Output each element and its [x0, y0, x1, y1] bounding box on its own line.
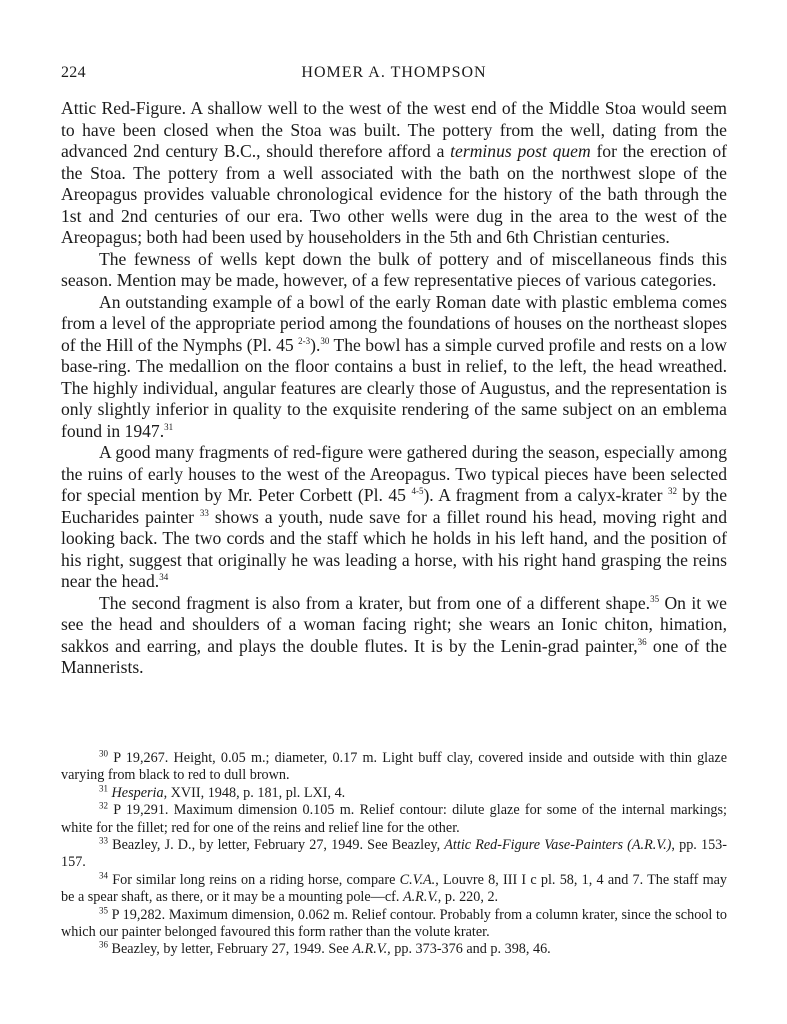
text-run: P 19,282. Maximum dimension, 0.062 m. Relief contour. Probably from a column krater, since the school to which our painter belonged favoured this form rather than the volute krater. [61, 906, 727, 941]
footnote-ref: 36 [99, 939, 108, 950]
paragraph [61, 249, 727, 292]
text-run: The fewness of wells kept down the bulk of pottery and of miscellaneous finds this season. Mention may be made, however, of a few representative pieces of various categories. [61, 248, 727, 290]
page [61, 60, 728, 958]
text-run: The bowl has a simple curved profile and rests on a low base-ring. The medallion on the floor contains a bust in relief, to the left, the head wreathed. The highly individual, angular features are clearly those of Augustus, and the representation is only slightly inferior in quality to the exquisite rendering of the same subject on an emblema found in 1947. [61, 334, 727, 441]
text-run: P 19,267. Height, 0.05 m.; diameter, 0.17 m. Light buff clay, covered inside and outside with thin glaze varying from black to red to dull brown. [61, 750, 727, 784]
text-run: shows a youth, nude save for a fillet round his head, moving right and looking back. The two cords and the staff which he holds in his left hand, and the position of his right, suggest that originally he was leading a horse, with his right hand grasping the reins near the head. [61, 506, 727, 591]
footnote [61, 750, 727, 785]
footnote-ref: 32 [99, 800, 108, 811]
footnote-ref: 32 [667, 486, 677, 497]
text-run: , Louvre 8, III I c pl. 58, 1, 4 and 7. The staff may be a spear shaft, as there, or it may be a mounting pole—cf. [61, 871, 727, 906]
text-run: , should therefore afford a [256, 141, 451, 161]
text-run: , pp. 373-376 and p. 398, 46. [387, 941, 551, 958]
footnote-ref: 33 [199, 507, 209, 518]
text-run: Beazley, by letter, February 27, 1949. See [108, 941, 353, 958]
footnotes [61, 750, 727, 959]
text-run: , p. 220, 2. [437, 889, 499, 906]
text-run: An outstanding example of a bowl of the early Roman date with plastic emblema comes from a level of the appropriate period among the foundations of houses on the northeast slopes of the Hill of the Nymphs (Pl. 45 [61, 291, 727, 355]
footnote-ref: 30 [99, 748, 108, 759]
text-run: P 19,291. Maximum dimension 0.105 m. Relief contour: dilute glaze for some of the internal markings; white for the fillet; red for one of the reins and relief line for the other. [61, 802, 727, 836]
footnote-ref: 2-3 [298, 335, 311, 346]
footnote [61, 785, 727, 802]
italic-text: Attic Red-Figure Vase-Painters (A.R.V.) [444, 837, 672, 854]
footnote [61, 837, 727, 872]
italic-text: Hesperia [111, 784, 164, 801]
text-run: for the erection of the Stoa. The pottery from a well associated with the bath on the northwest slope of the Areopagus provides valuable chronological evidence for the history of the bath through the 1st and 2nd centuries of our era. Two other wells were dug in the area to the west of the Areopagus; both had been used by householders in the 5th and 6th Christian centuries. [61, 141, 728, 247]
text-run: by the Eucharides painter [61, 485, 728, 527]
footnote-ref: 4-5 [411, 486, 424, 497]
body-text [61, 98, 727, 679]
footnote-ref: 31 [164, 421, 174, 432]
text-run: A good many fragments of red-figure were gathered during the season, especially among the ruins of early houses to the west of the Areopagus. Two typical pieces have been selected for special mention by Mr. Peter Corbett (Pl. 45 [61, 442, 727, 505]
footnote [61, 904, 727, 942]
running-head-author: HOMER A. THOMPSON [301, 64, 487, 81]
text-run: ). [310, 334, 321, 355]
text-run: Attic Red-Figure. A shallow well to the west of the west end of the Middle Stoa would seem to have been closed when the Stoa was built. The pottery from the well, dating from the advanced 2nd century [61, 98, 727, 161]
text-run: one of the Mannerists. [61, 635, 727, 677]
page-number: 224 [61, 64, 86, 81]
text-run: The second fragment is also from a krater, but from one of a different shape. [99, 592, 651, 613]
running-header [61, 60, 727, 88]
text-run: For similar long reins on a riding horse, compare [108, 871, 400, 888]
italic-text: A.R.V. [352, 941, 388, 958]
footnote [61, 872, 727, 907]
italic-text: A.R.V. [402, 889, 438, 906]
small-caps-text: B.C. [223, 141, 257, 161]
text-run: Beazley, J. D., by letter, February 27, 1949. See Beazley, [108, 837, 445, 854]
italic-text: C.V.A. [399, 871, 436, 888]
footnote-ref: 30 [320, 335, 330, 346]
paragraph [61, 442, 727, 593]
footnote-ref: 34 [159, 572, 169, 583]
text-run: On it we see the head and shoulders of a woman facing right; she wears an Ionic chiton, himation, sakkos and earring, and plays the double flutes. It is by the Lenin-grad painter, [61, 592, 727, 656]
italic-text: terminus post quem [450, 141, 591, 161]
text-run: , pp. 153-157. [61, 837, 727, 871]
footnote [61, 802, 727, 837]
paragraph [61, 593, 727, 679]
text-run: , XVII, 1948, p. 181, pl. LXI, 4. [163, 784, 346, 801]
footnote-ref: 34 [99, 870, 108, 881]
footnote [61, 941, 727, 958]
paragraph [61, 98, 727, 249]
footnote-ref: 33 [99, 835, 108, 846]
footnote-ref: 35 [99, 904, 108, 915]
footnote-ref: 36 [637, 636, 647, 647]
text-run: ). A fragment from a calyx-krater [423, 485, 668, 505]
footnote-ref: 35 [650, 593, 660, 604]
footnote-ref: 31 [99, 783, 108, 794]
paragraph [61, 292, 727, 443]
